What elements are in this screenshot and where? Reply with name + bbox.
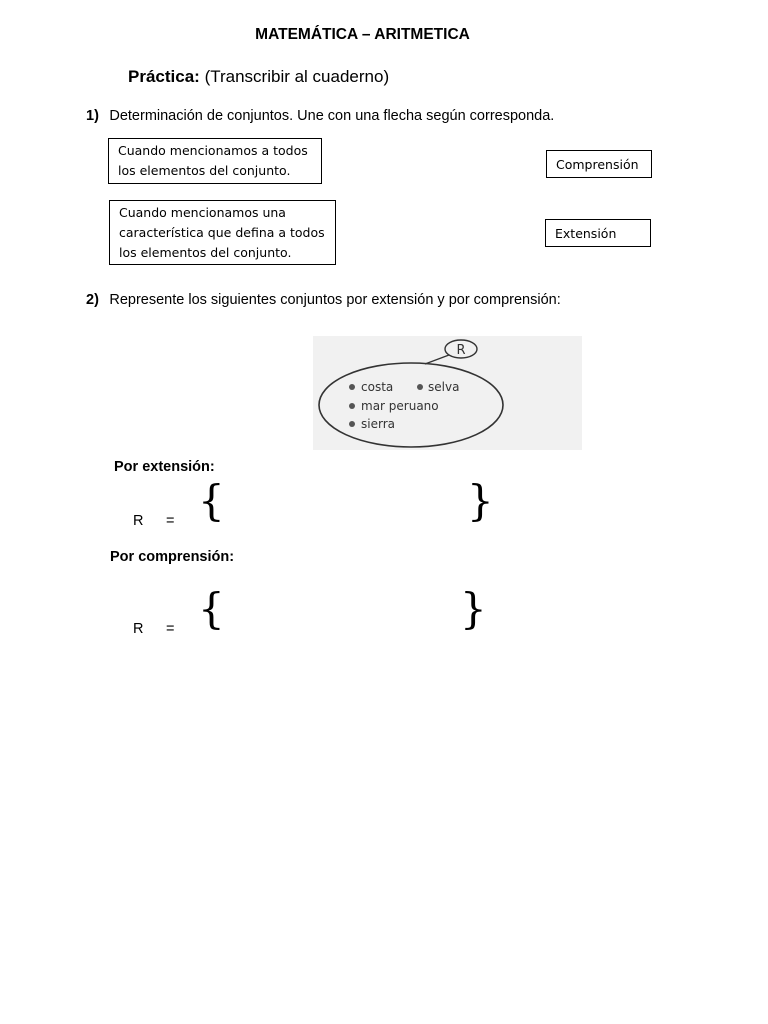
page-title: MATEMÁTICA – ARITMETICA — [255, 26, 470, 43]
question-1-text: Determinación de conjuntos. Une con una flecha según corresponda. — [109, 108, 555, 124]
comprension-open-brace: { — [198, 584, 225, 633]
comprension-equals: = — [166, 621, 175, 637]
element-bullet-sierra — [349, 421, 355, 427]
comprension-label: Por comprensión: — [110, 549, 235, 565]
element-selva: selva — [428, 380, 460, 394]
question-1 — [86, 107, 554, 125]
element-sierra: sierra — [361, 417, 395, 431]
term-box-extension: Extensión — [545, 219, 651, 247]
set-diagram — [313, 336, 582, 450]
definition-box-2 — [109, 200, 336, 265]
comprension-set-var: R — [133, 621, 144, 637]
definition-box-1 — [108, 138, 322, 184]
question-2-number: 2) — [86, 292, 99, 308]
element-costa: costa — [361, 380, 394, 394]
term-box-comprension: Comprensión — [546, 150, 652, 178]
practice-heading — [128, 67, 389, 87]
element-bullet-selva — [417, 384, 423, 390]
extension-equals: = — [166, 513, 175, 529]
practice-instruction: (Transcribir al cuaderno) — [204, 67, 390, 86]
definition-box-1-line-1: Cuando mencionamos a todos — [118, 143, 308, 158]
extension-open-brace: { — [198, 476, 225, 525]
definition-box-2-line-1: Cuando mencionamos una — [119, 205, 286, 220]
definition-box-2-line-2: característica que defina a todos — [119, 225, 325, 240]
set-diagram-image — [313, 336, 582, 450]
set-label-connector — [425, 355, 449, 364]
element-bullet-costa — [349, 384, 355, 390]
element-mar-peruano: mar peruano — [361, 399, 439, 413]
comprension-close-brace: } — [460, 584, 487, 633]
extension-label: Por extensión: — [114, 459, 215, 475]
set-name-text: R — [456, 343, 466, 358]
definition-box-1-line-2: los elementos del conjunto. — [118, 163, 291, 178]
definition-box-2-line-3: los elementos del conjunto. — [119, 245, 292, 260]
question-2 — [86, 291, 561, 309]
element-bullet-mar-peruano — [349, 403, 355, 409]
extension-close-brace: } — [467, 476, 494, 525]
extension-set-var: R — [133, 513, 144, 529]
practice-label: Práctica: — [128, 67, 200, 86]
question-2-text: Represente los siguientes conjuntos por extensión y por comprensión: — [109, 292, 561, 308]
question-1-number: 1) — [86, 108, 99, 124]
